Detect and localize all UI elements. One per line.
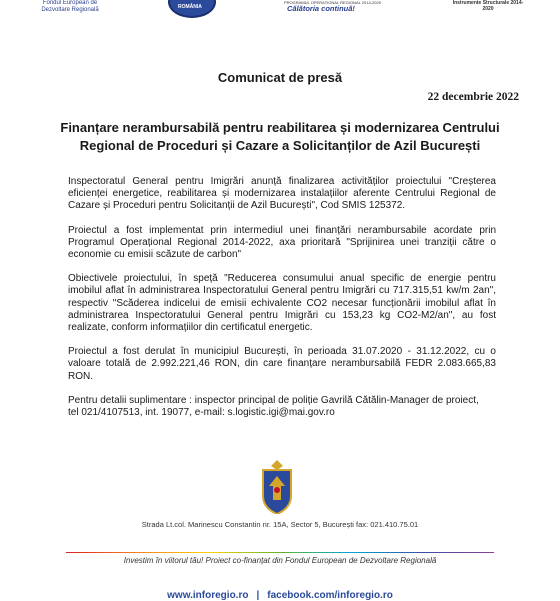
regio-program-name: PROGRAMUL OPERAȚIONAL REGIONAL 2014-2020: [284, 0, 381, 5]
structural-instruments-logo: Instrumente Structurale 2014-2020: [452, 0, 524, 12]
headline: Finanțare nerambursabilă pentru reabilitarea și modernizarea Centrului Regional de Proceduri și Cazare a Solicitanților de Azil București: [60, 120, 500, 153]
footer-note: Investim în viitorul tău! Proiect co-finanțat din Fondul European de Dezvoltare Regională: [123, 556, 437, 565]
body-text: [68, 176, 496, 419]
inforegio-link[interactable]: www.inforegio.ro: [167, 590, 249, 601]
paragraph: Inspectoratul General pentru Imigrări anunță finalizarea activităților proiectului "Creșterea eficienței energetice, reabilitarea și modernizarea instalațiilor aferente Centrului Regional de Cazare și Proceduri pentru Solicitanții de Azil București", Cod SMIS 125372.: [68, 176, 496, 212]
contact-line: tel 021/4107513, int. 19077, e-mail: s.logistic.igi@mai.gov.ro: [68, 407, 335, 419]
paragraph: Proiectul a fost implementat prin intermediul unei finanțări nerambursabile acordate prin Programul Operațional Regional 2014-2022, axa prioritară "Sprijinirea unei tranziții către o economie cu emisii scăzute de carbon": [68, 224, 496, 261]
romania-government-logo: [168, 0, 216, 18]
facebook-link[interactable]: facebook.com/inforegio.ro: [267, 590, 393, 601]
paragraph: Obiectivele proiectului, în speță "Reducerea consumului anual specific de energie pentru imobilul aflat în administrarea Inspectoratului General pentru Imigrări cu 717.315,51 kw/m 2an", respectiv "Scăderea indicelui de emisii echivalente CO2 necesar funcționării imobilul aflat în administrarea Inspectoratului General pentru Imigrări cu 153,23 kg CO2-M2/an", au fost realizate, conform informațiilor din certificatul energetic.: [68, 273, 496, 334]
header-logos: [0, 0, 560, 30]
contact-line: Pentru detalii suplimentare : inspector principal de poliție Gavrilă Cătălin-Manager de proiect,: [68, 394, 479, 406]
page-title: Comunicat de presă: [217, 70, 343, 85]
release-date: 22 decembrie 2022: [427, 91, 519, 103]
link-separator: |: [256, 590, 260, 601]
coat-of-arms-icon: [257, 460, 297, 514]
address-line: Strada Lt.col. Marinescu Constantin nr. 15A, Sector 5, București fax: 021.410.75.01: [141, 520, 419, 529]
eu-fund-logo: Fondul European de Dezvoltare Regională: [41, 0, 99, 13]
color-divider: [66, 552, 494, 553]
paragraph: Proiectul a fost derulat în municipiul București, în perioada 31.07.2020 - 31.12.2022, cu o valoare totală de 2.992.221,46 RON, din care finanțare nerambursabilă FEDR 2.083.665,83 RON.: [68, 346, 496, 382]
regio-slogan: Călătoria continuă!: [287, 4, 355, 13]
romania-logo-text: ROMÂNIA: [178, 4, 202, 10]
footer-links: [0, 590, 560, 601]
